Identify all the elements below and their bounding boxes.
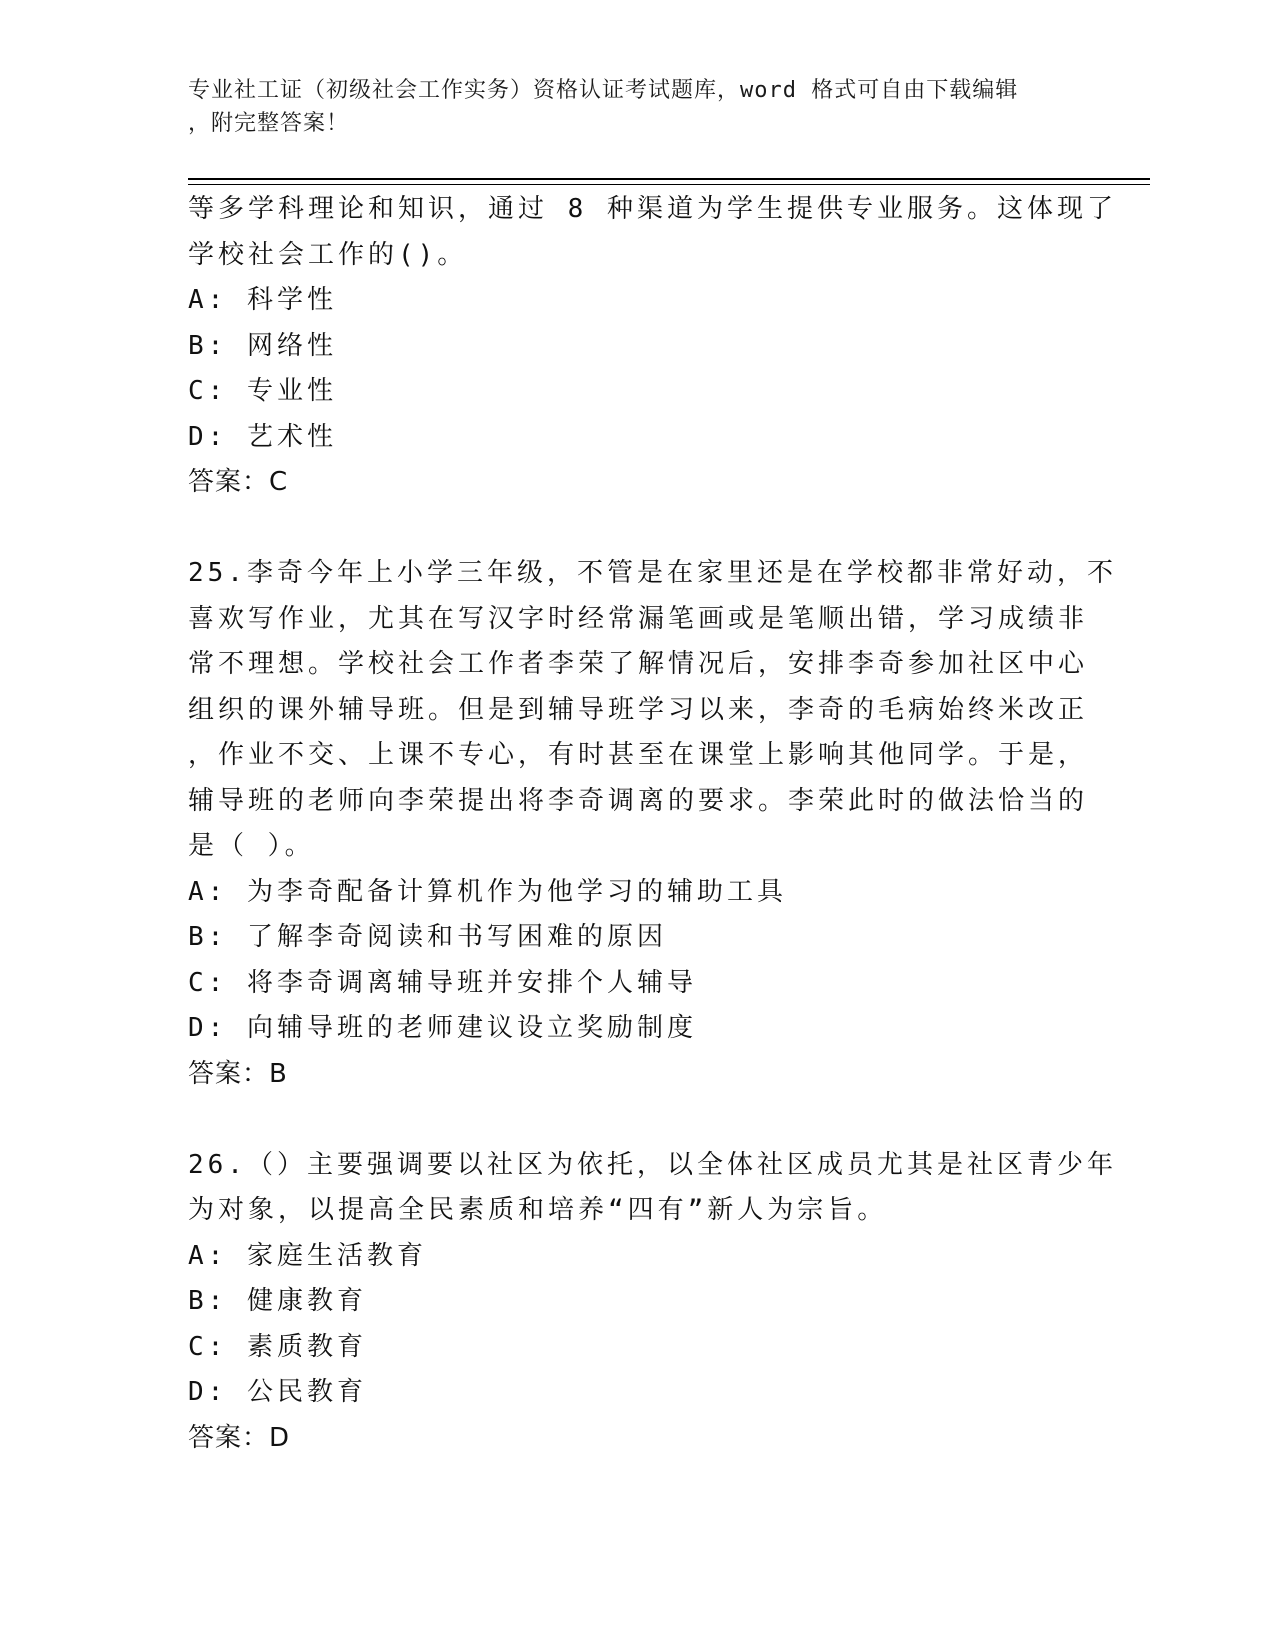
question-stem-line: ，作业不交、上课不专心，有时甚至在课堂上影响其他同学。于是， [188, 740, 1089, 770]
option-c: C: 将李奇调离辅导班并安排个人辅导 [188, 967, 697, 998]
header-rule-thick [188, 178, 1150, 180]
question-stem-line: 是（ ）。 [188, 831, 315, 861]
option-a: A: 为李奇配备计算机作为他学习的辅助工具 [188, 876, 787, 907]
spacer [188, 506, 1088, 552]
option-a: A: 科学性 [188, 285, 337, 315]
question-26 [188, 1143, 1117, 1462]
header-rule-thin [188, 184, 1150, 185]
document-header [188, 74, 1088, 140]
question-stem-line: 为对象，以提高全民素质和培养“四有”新人为宗旨。 [188, 1195, 888, 1225]
option-c: C: 专业性 [188, 376, 337, 406]
question-stem-line: 等多学科理论和知识，通过 8 种渠道为学生提供专业服务。这体现了 [188, 194, 1117, 224]
option-d: D: 艺术性 [188, 421, 337, 452]
header-line-2: ，附完整答案！ [188, 111, 350, 136]
option-b: B: 网络性 [188, 330, 337, 361]
option-c: C: 素质教育 [188, 1331, 367, 1362]
option-b: B: 健康教育 [188, 1286, 367, 1316]
answer-label: 答案：D [188, 1422, 291, 1453]
question-stem-line: 25.李奇今年上小学三年级，不管是在家里还是在学校都非常好动，不 [188, 558, 1117, 588]
question-stem-line: 辅导班的老师向李荣提出将李奇调离的要求。李荣此时的做法恰当的 [188, 785, 1089, 816]
spacer [188, 1097, 1088, 1143]
option-d: D: 公民教育 [188, 1377, 367, 1407]
question-stem-line: 喜欢写作业，尤其在写汉字时经常漏笔画或是笔顺出错，学习成绩非 [188, 603, 1089, 634]
question-stem-line: 26.（）主要强调要以社区为依托，以全体社区成员尤其是社区青少年 [188, 1149, 1117, 1180]
header-line-1: 专业社工证（初级社会工作实务）资格认证考试题库，word 格式可自由下载编辑 [188, 78, 1019, 103]
question-25 [188, 551, 1117, 1097]
option-d: D: 向辅导班的老师建议设立奖励制度 [188, 1013, 697, 1043]
answer-label: 答案：C [188, 467, 289, 497]
option-a: A: 家庭生活教育 [188, 1240, 427, 1271]
question-24 [188, 187, 1117, 506]
option-b: B: 了解李奇阅读和书写困难的原因 [188, 922, 667, 952]
answer-label: 答案：B [188, 1058, 288, 1089]
question-stem-line: 组织的课外辅导班。但是到辅导班学习以来，李奇的毛病始终米改正 [188, 694, 1089, 725]
question-stem-line: 学校社会工作的()。 [188, 239, 468, 270]
question-stem-line: 常不理想。学校社会工作者李荣了解情况后，安排李奇参加社区中心 [188, 649, 1089, 679]
document-body [188, 187, 1117, 1461]
